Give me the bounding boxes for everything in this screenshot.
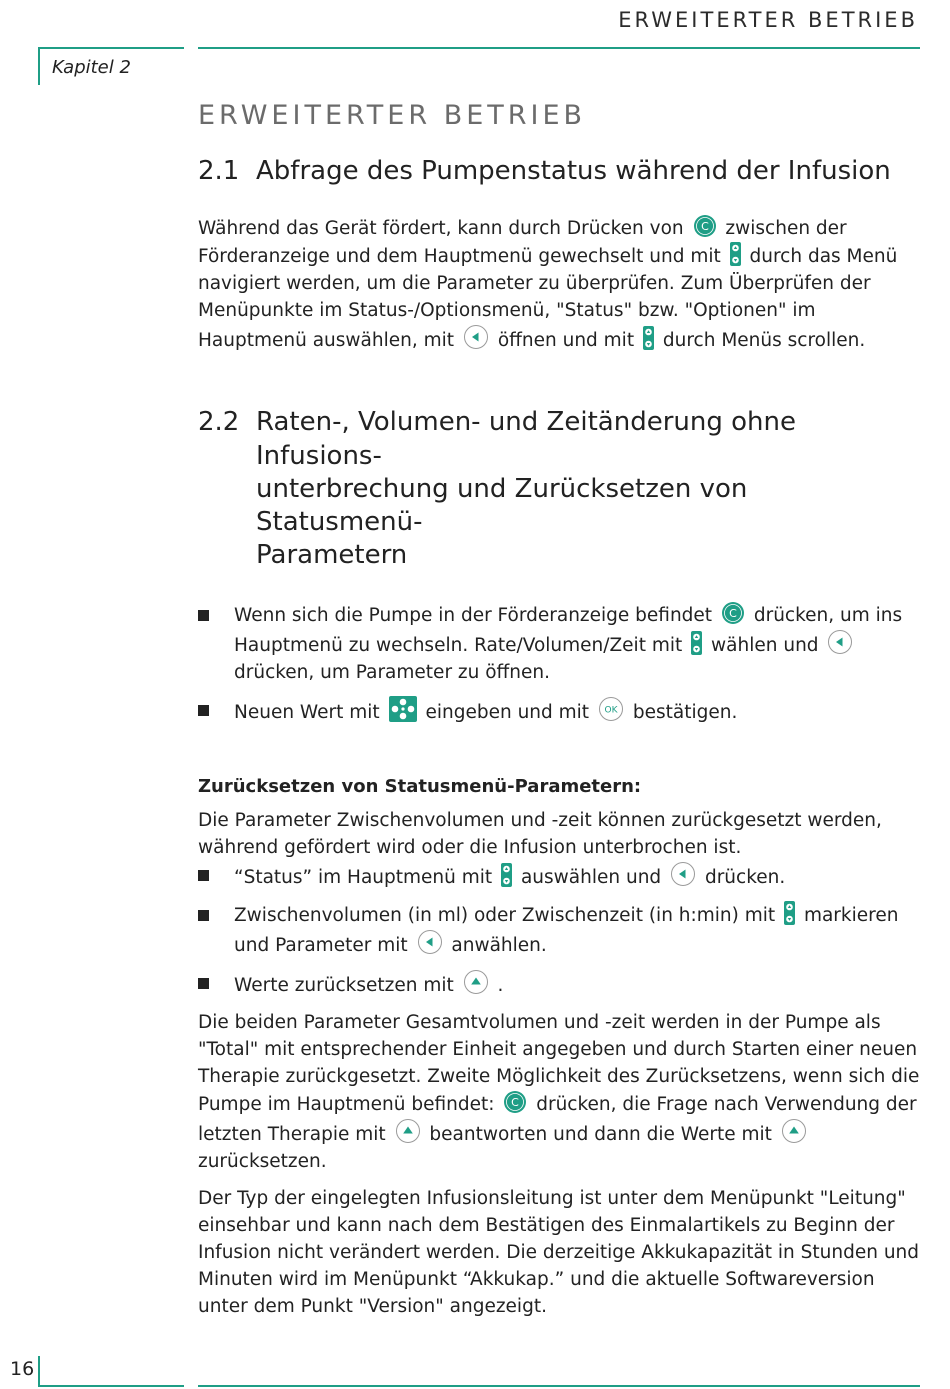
footer-rule-left [38,1385,184,1387]
header-rule-left [38,47,184,49]
reset-intro: Die Parameter Zwischenvolumen und -zeit können zurückgesetzt werden, während gefördert wird oder die Infusion unterbrochen ist. [198,809,882,858]
svg-text:OK: OK [604,705,618,716]
heading-title: Abfrage des Pumpenstatus während der Infusion [256,156,891,186]
heading-line: Raten-, Volumen- und Zeitänderung ohne Infusions- [256,407,796,471]
left-arrow-button-icon [463,324,489,350]
up-down-arrows-icon [784,901,795,925]
main-content [198,100,920,1320]
footer-vertical-rule [38,1356,40,1386]
heading-2-1 [198,155,920,188]
list-item [198,861,920,891]
text: durch Menüs scrollen. [662,330,866,352]
bullet-square [198,910,209,921]
up-down-arrows-icon [643,326,654,350]
text: beantworten und dann die Werte mit [429,1123,772,1145]
c-button-icon [503,1090,527,1114]
bullet-square [198,705,209,716]
up-down-arrows-icon [691,631,702,655]
heading-line: unterbrechung und Zurücksetzen von Statusmenü- [256,473,748,538]
text: zwischen der Förderanzeige und dem Hauptmenü gewechselt und mit [198,218,847,268]
heading-title [256,406,920,572]
bullet-square [198,978,209,989]
running-header: ERWEITERTER BETRIEB [618,8,918,32]
svg-text:C: C [511,1095,520,1109]
subheading-reset: Zurücksetzen von Statusmenü-Parametern: [198,775,642,797]
heading-line: Parametern [256,540,408,571]
chapter-label: Kapitel 2 [52,57,131,78]
up-arrow-button-icon [781,1118,807,1144]
footer-rule-right [198,1385,920,1387]
paragraph-2-1 [198,214,920,354]
list-item [198,601,920,686]
page-number: 16 [10,1358,35,1380]
up-arrow-button-icon [463,969,489,995]
left-arrow-button-icon [827,629,853,655]
bullet-square [198,610,209,621]
svg-text:C: C [700,220,709,234]
text: Werte zurücksetzen mit [234,974,454,996]
text: . [497,974,504,996]
left-arrow-button-icon [417,929,443,955]
text: wählen und [711,634,819,656]
list-item [198,901,920,959]
text: Während das Gerät fördert, kann durch Drücken von [198,218,684,240]
bullet-square [198,870,209,881]
paragraph-leitung: Der Typ der eingelegten Infusionsleitung ist unter dem Menüpunkt "Leitung" einsehbar und kann nach dem Bestätigen des Einmalartikels zu Beginn der Infusion nicht verändert werden. Die derzeitige Akkukapazität in Stunden und Minuten wird im Menüpunkt “Akkukap.” und die aktuelle Softwareversion unter dem Punkt "Version" angezeigt. [198,1187,920,1317]
c-button-icon [721,601,745,625]
c-button-icon [693,214,717,238]
text: drücken, um Parameter zu öffnen. [234,661,551,683]
ok-button-icon [598,696,624,722]
list-item [198,696,920,726]
text: bestätigen. [632,701,738,723]
text: Zwischenvolumen (in ml) oder Zwischenzeit (in h:min) mit [234,904,776,926]
text: anwählen. [451,934,547,956]
text: Wenn sich die Pumpe in der Förderanzeige befindet [234,604,713,626]
left-arrow-button-icon [670,861,696,887]
text: markieren und Parameter mit [234,904,899,956]
up-arrow-button-icon [395,1118,421,1144]
heading-2-2 [198,406,920,572]
four-arrows-icon [389,696,417,722]
text: Neuen Wert mit [234,701,380,723]
heading-number: 2.1 [198,156,240,186]
text: auswählen und [520,866,662,888]
up-down-arrows-icon [730,242,741,266]
bullet-list-reset [198,861,920,999]
text: drücken, um ins Hauptmenü zu wechseln. Rate/Volumen/Zeit mit [234,604,903,656]
text: eingeben und mit [425,701,590,723]
text: “Status” im Hauptmenü mit [234,866,493,888]
text: zurücksetzen. [198,1150,327,1172]
text: drücken. [704,866,786,888]
text: durch das Menü navigiert werden, um die Parameter zu überprüfen. Zum Überprüfen der Menüpunkte im Status-/Optionsmenü, "Status" bzw. "Optionen" im Hauptmenü auswählen, mit [198,246,898,352]
bullet-list-2-2 [198,601,920,726]
text: drücken, die Frage nach Verwendung der letzten Therapie mit [198,1093,917,1145]
list-item [198,969,920,999]
header-rule-right [198,47,920,49]
section-title: ERWEITERTER BETRIEB [198,100,587,131]
reset-paragraph-total [198,1009,920,1175]
text: Die beiden Parameter Gesamtvolumen und -zeit werden in der Pumpe als "Total" mit entsprechender Einheit angegeben und durch Starten einer neuen Therapie zurückgesetzt. Zweite Möglichkeit des Zurücksetzens, wenn sich die Pumpe im Hauptmenü befindet: [198,1011,920,1115]
text: öffnen und mit [497,330,635,352]
heading-number: 2.2 [198,407,240,438]
chapter-vertical-rule [38,47,40,85]
svg-text:C: C [729,606,737,620]
up-down-arrows-icon [501,863,512,887]
